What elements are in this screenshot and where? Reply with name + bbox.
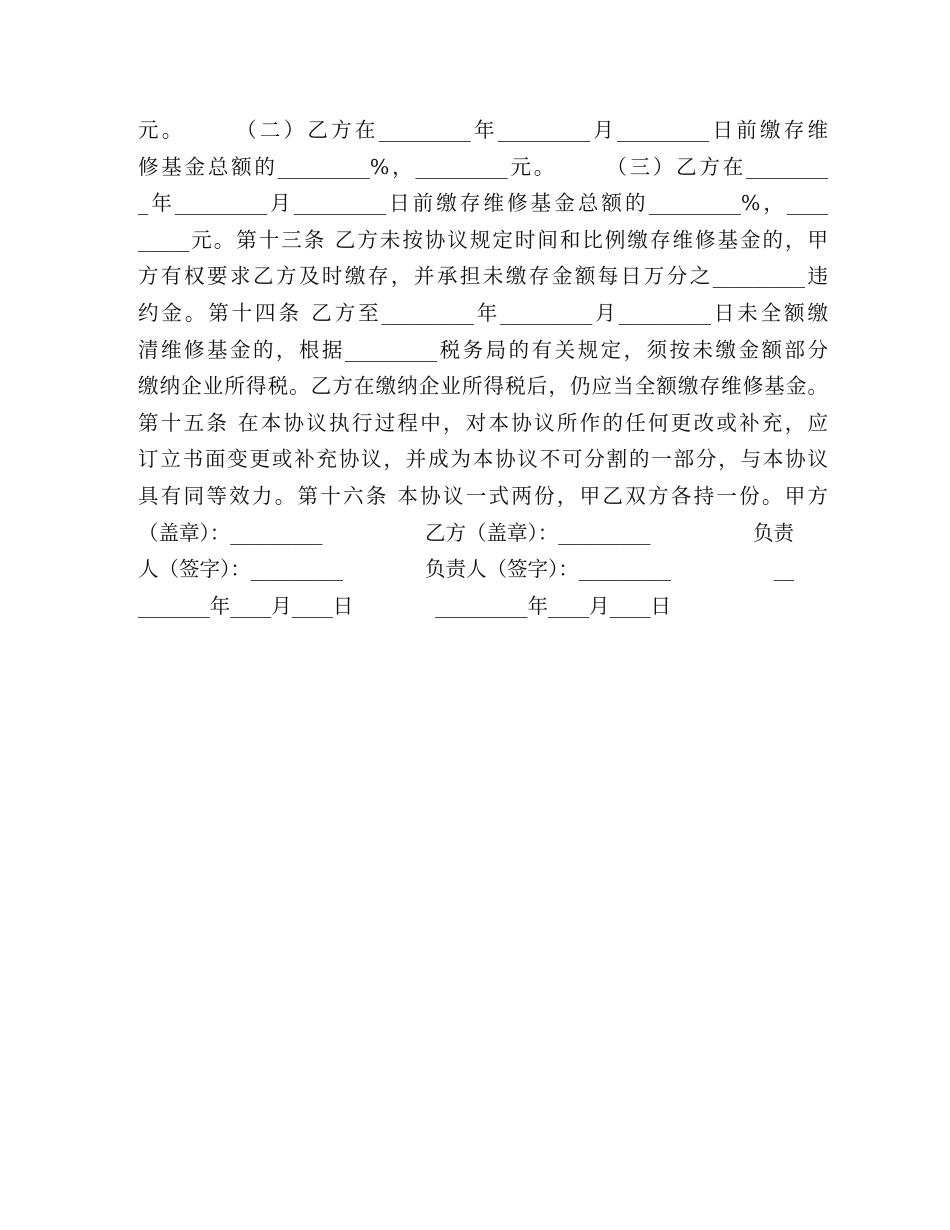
- text-line-5: 方有权要求乙方及时缴存，并承担未缴存金额每日万分之_________违: [138, 264, 828, 289]
- contract-text: [138, 112, 828, 624]
- text-line-6: 约金。第十四条 乙方至_________年_________月_________日未全额缴: [138, 300, 828, 325]
- text-line-11: 具有同等效力。第十六条 本协议一式两份，甲乙双方各持一份。甲方: [138, 483, 828, 508]
- text-line-4: _____元。第十三条 乙方未按协议规定时间和比例缴存维修基金的，甲: [138, 227, 828, 252]
- signature-line-date: _______年____月____日 _________年____月____日: [138, 593, 671, 618]
- text-line-9: 第十五条 在本协议执行过程中，对本协议所作的任何更改或补充，应: [138, 410, 828, 435]
- text-line-10: 订立书面变更或补充协议，并成为本协议不可分割的一部分，与本协议: [138, 447, 828, 472]
- text-line-2: 修基金总额的_________%，_________元。 （三）乙方在________: [138, 154, 828, 179]
- signature-line-seal: （盖章）：_________ 乙方（盖章）：_________ 负责: [138, 520, 794, 545]
- text-line-7: 清维修基金的，根据_________税务局的有关规定，须按未缴金额部分: [138, 337, 828, 362]
- text-line-1: 元。 （二）乙方在_________年_________月_________日前缴存维: [138, 118, 828, 142]
- text-line-3: _年_________月_________日前缴存维修基金总额的_________%，____: [138, 191, 828, 216]
- signature-line-signer: 人（签字）：_________ 负责人（签字）：_________ __: [138, 557, 794, 582]
- text-line-8: 缴纳企业所得税。乙方在缴纳企业所得税后，仍应当全额缴存维修基金。: [138, 374, 828, 399]
